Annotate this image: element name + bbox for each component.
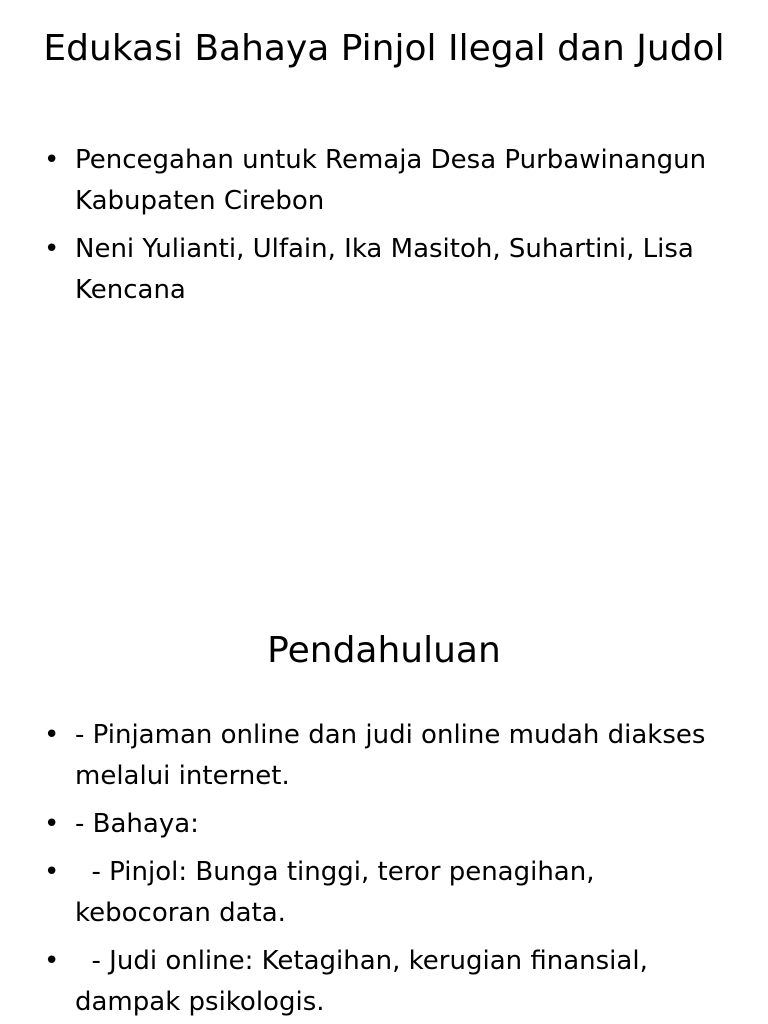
bullet-dot-icon: •: [44, 857, 60, 887]
bullet-item: [40, 715, 730, 797]
bullet-text: - Judi online: Ketagihan, kerugian finansial, dampak psikologis.: [75, 946, 657, 1017]
bullet-dot-icon: •: [44, 145, 60, 175]
slide-pendahuluan-heading: Pendahuluan: [267, 630, 501, 671]
slide-title-bullet-list: [40, 140, 730, 318]
slide-pendahuluan: [0, 512, 768, 1024]
bullet-text: - Pinjol: Bunga tinggi, teror penagihan, kebocoran data.: [75, 857, 603, 928]
bullet-text: Neni Yulianti, Ulfain, Ika Masitoh, Suhartini, Lisa Kencana: [75, 234, 703, 305]
bullet-dot-icon: •: [44, 234, 60, 264]
bullet-item: [40, 852, 730, 934]
bullet-dot-icon: •: [44, 809, 60, 839]
bullet-text: - Pinjaman online dan judi online mudah diakses melalui internet.: [75, 720, 714, 791]
bullet-text: - Bahaya:: [75, 809, 199, 839]
bullet-dot-icon: •: [44, 720, 60, 750]
bullet-dot-icon: •: [44, 946, 60, 976]
bullet-item: [40, 229, 730, 311]
bullet-text: Pencegahan untuk Remaja Desa Purbawinangun Kabupaten Cirebon: [75, 145, 715, 216]
slide-title-heading: Edukasi Bahaya Pinjol Ilegal dan Judol: [43, 28, 725, 69]
bullet-item: [40, 941, 730, 1023]
bullet-item: [40, 140, 730, 222]
slide-pendahuluan-bullet-list: [40, 715, 730, 1024]
bullet-item: [40, 804, 730, 845]
